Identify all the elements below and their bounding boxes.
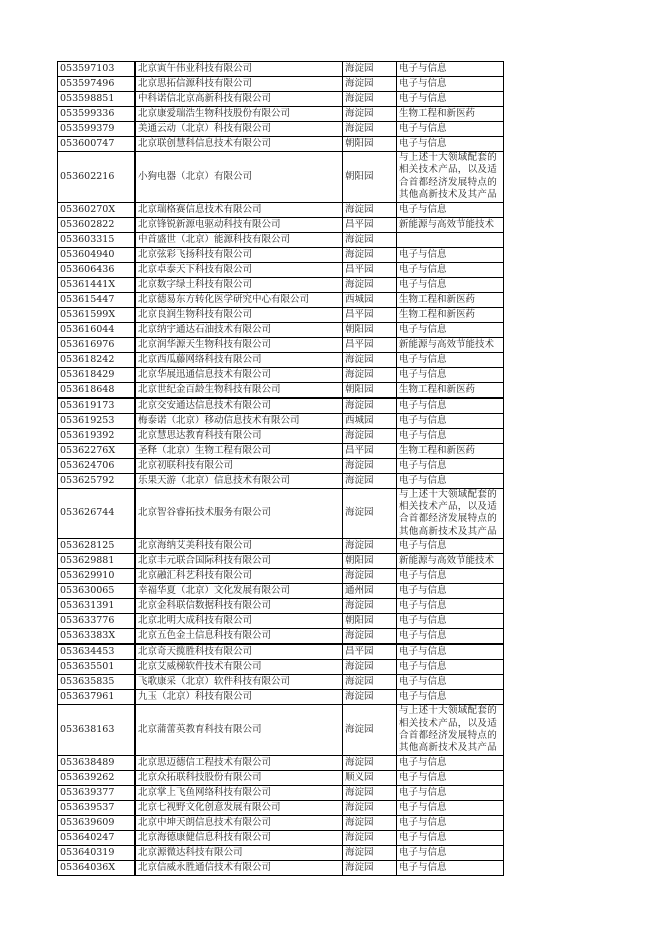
- category-cell: 电子与信息: [397, 660, 504, 675]
- category-cell: 电子与信息: [397, 690, 504, 705]
- company-id-cell: 053618648: [58, 382, 136, 398]
- company-name-cell: 中首盛世（北京）能源科技有限公司: [135, 232, 343, 247]
- company-id-cell: 053631391: [58, 599, 136, 614]
- category-cell: 电子与信息: [397, 614, 504, 629]
- park-cell: 朝阳园: [343, 614, 397, 629]
- park-cell: 海淀园: [343, 539, 397, 554]
- park-cell: 海淀园: [343, 599, 397, 614]
- company-name-cell: 北京世纪金百龄生物科技有限公司: [135, 382, 343, 398]
- company-id-cell: 05364036X: [58, 860, 136, 875]
- company-id-cell: 053626744: [58, 488, 136, 539]
- table-row: [58, 307, 504, 322]
- category-cell: 电子与信息: [397, 860, 504, 875]
- table-row: [58, 845, 504, 860]
- table-row: [58, 690, 504, 705]
- company-name-cell: 北京掌上飞鱼网络科技有限公司: [135, 785, 343, 800]
- table-row: [58, 367, 504, 382]
- company-id-cell: 053639377: [58, 785, 136, 800]
- park-cell: 朝阳园: [343, 322, 397, 337]
- company-name-cell: 九玉（北京）科技有限公司: [135, 690, 343, 705]
- table-row: [58, 644, 504, 660]
- park-cell: 海淀园: [343, 352, 397, 367]
- company-id-cell: 05363383X: [58, 629, 136, 645]
- company-id-cell: 053616976: [58, 337, 136, 352]
- category-cell: 电子与信息: [397, 367, 504, 382]
- table-row: [58, 262, 504, 277]
- company-id-cell: 05361599X: [58, 307, 136, 322]
- company-id-cell: 053599379: [58, 122, 136, 137]
- park-cell: 朝阳园: [343, 152, 397, 203]
- company-id-cell: 053602822: [58, 217, 136, 232]
- park-cell: 海淀园: [343, 690, 397, 705]
- company-name-cell: 北京融汇科艺科技有限公司: [135, 569, 343, 584]
- table-row: [58, 584, 504, 599]
- company-id-cell: 053639609: [58, 815, 136, 830]
- park-cell: 海淀园: [343, 202, 397, 217]
- park-cell: 海淀园: [343, 860, 397, 875]
- park-cell: 海淀园: [343, 755, 397, 770]
- table-row: [58, 202, 504, 217]
- category-cell: 与上述十大领域配套的相关技术产品，以及适合首都经济发展特点的其他高新技术及其产品: [397, 488, 504, 539]
- company-id-cell: 053640247: [58, 830, 136, 845]
- park-cell: 海淀园: [343, 232, 397, 247]
- category-cell: 电子与信息: [397, 398, 504, 414]
- park-cell: 海淀园: [343, 705, 397, 756]
- category-cell: 电子与信息: [397, 277, 504, 292]
- company-name-cell: 北京卓泰天下科技有限公司: [135, 262, 343, 277]
- company-name-cell: 北京五色金土信息科技有限公司: [135, 629, 343, 645]
- park-cell: 通州园: [343, 584, 397, 599]
- table-row: [58, 277, 504, 292]
- company-name-cell: 北京金科联信数据科技有限公司: [135, 599, 343, 614]
- company-id-cell: 053618242: [58, 352, 136, 367]
- table-row: [58, 382, 504, 398]
- company-id-cell: 053629881: [58, 554, 136, 569]
- company-name-cell: 北京丰元联合国际科技有限公司: [135, 554, 343, 569]
- park-cell: 海淀园: [343, 473, 397, 488]
- park-cell: 昌平园: [343, 307, 397, 322]
- company-id-cell: 053629910: [58, 569, 136, 584]
- park-cell: 昌平园: [343, 262, 397, 277]
- company-name-cell: 幸福华夏（北京）文化发展有限公司: [135, 584, 343, 599]
- park-cell: 海淀园: [343, 107, 397, 122]
- company-id-cell: 053635501: [58, 660, 136, 675]
- table-row: [58, 322, 504, 337]
- category-cell: 新能源与高效节能技术: [397, 337, 504, 352]
- table-row: [58, 247, 504, 262]
- category-cell: 电子与信息: [397, 629, 504, 645]
- park-cell: 海淀园: [343, 830, 397, 845]
- park-cell: 海淀园: [343, 675, 397, 690]
- table-row: [58, 660, 504, 675]
- company-name-cell: 北京西瓜藤网络科技有限公司: [135, 352, 343, 367]
- company-id-cell: 053619173: [58, 398, 136, 414]
- park-cell: 昌平园: [343, 337, 397, 352]
- table-row: [58, 232, 504, 247]
- company-name-cell: 北京奇天揽胜科技有限公司: [135, 644, 343, 660]
- table-row: [58, 629, 504, 645]
- park-cell: 昌平园: [343, 443, 397, 458]
- company-name-cell: 北京北明大成科技有限公司: [135, 614, 343, 629]
- company-id-cell: 05361441X: [58, 277, 136, 292]
- table-row: [58, 599, 504, 614]
- category-cell: 电子与信息: [397, 122, 504, 137]
- company-name-cell: 北京锋锐新源电驱动科技有限公司: [135, 217, 343, 232]
- category-cell: 电子与信息: [397, 428, 504, 443]
- company-id-cell: 053633776: [58, 614, 136, 629]
- company-name-cell: 北京蒲蕾英教育科技有限公司: [135, 705, 343, 756]
- company-name-cell: 北京源微达科技有限公司: [135, 845, 343, 860]
- table-row: [58, 815, 504, 830]
- category-cell: 电子与信息: [397, 322, 504, 337]
- park-cell: 海淀园: [343, 122, 397, 137]
- category-cell: 电子与信息: [397, 785, 504, 800]
- table-row: [58, 458, 504, 473]
- category-cell: 电子与信息: [397, 458, 504, 473]
- park-cell: 海淀园: [343, 845, 397, 860]
- table-row: [58, 428, 504, 443]
- table-row: [58, 800, 504, 815]
- company-id-cell: 053606436: [58, 262, 136, 277]
- table-row: [58, 337, 504, 352]
- park-cell: 海淀园: [343, 428, 397, 443]
- table-row: [58, 830, 504, 845]
- park-cell: 海淀园: [343, 488, 397, 539]
- table-row: [58, 413, 504, 428]
- company-name-cell: 北京海纳艾美科技有限公司: [135, 539, 343, 554]
- company-name-cell: 北京德易东方转化医学研究中心有限公司: [135, 292, 343, 307]
- category-cell: 电子与信息: [397, 77, 504, 92]
- table-row: [58, 755, 504, 770]
- company-name-cell: 北京慧思达教育科技有限公司: [135, 428, 343, 443]
- park-cell: 海淀园: [343, 458, 397, 473]
- category-cell: 生物工程和新医药: [397, 443, 504, 458]
- company-name-cell: 北京弦彩飞扬科技有限公司: [135, 247, 343, 262]
- table-row: [58, 152, 504, 203]
- category-cell: 电子与信息: [397, 644, 504, 660]
- category-cell: 电子与信息: [397, 473, 504, 488]
- company-id-cell: 053637961: [58, 690, 136, 705]
- company-name-cell: 北京纳宇通达石油技术有限公司: [135, 322, 343, 337]
- category-cell: 电子与信息: [397, 62, 504, 77]
- park-cell: 昌平园: [343, 217, 397, 232]
- company-name-cell: 梅泰诺（北京）移动信息技术有限公司: [135, 413, 343, 428]
- company-name-cell: 北京海德康健信息科技有限公司: [135, 830, 343, 845]
- table-row: [58, 675, 504, 690]
- category-cell: 电子与信息: [397, 845, 504, 860]
- company-id-cell: 053619392: [58, 428, 136, 443]
- company-id-cell: 05360270X: [58, 202, 136, 217]
- park-cell: 顺义园: [343, 770, 397, 785]
- table-row: [58, 352, 504, 367]
- company-name-cell: 北京思迈德信工程技术有限公司: [135, 755, 343, 770]
- table-row: [58, 398, 504, 414]
- category-cell: 电子与信息: [397, 262, 504, 277]
- table-row: [58, 614, 504, 629]
- table-row: [58, 217, 504, 232]
- category-cell: 电子与信息: [397, 815, 504, 830]
- park-cell: 朝阳园: [343, 382, 397, 398]
- company-name-cell: 中科诺信北京高新科技有限公司: [135, 92, 343, 107]
- company-name-cell: 北京信威永胜通信技术有限公司: [135, 860, 343, 875]
- table-row: [58, 770, 504, 785]
- company-name-cell: 北京中坤天朗信息技术有限公司: [135, 815, 343, 830]
- category-cell: 新能源与高效节能技术: [397, 554, 504, 569]
- company-name-cell: 小狗电器（北京）有限公司: [135, 152, 343, 203]
- category-cell: 电子与信息: [397, 247, 504, 262]
- category-cell: 电子与信息: [397, 569, 504, 584]
- company-id-cell: 053616044: [58, 322, 136, 337]
- category-cell: 生物工程和新医药: [397, 307, 504, 322]
- company-name-cell: 北京寅午伟业科技有限公司: [135, 62, 343, 77]
- table-row: [58, 137, 504, 152]
- park-cell: 海淀园: [343, 62, 397, 77]
- company-id-cell: 053598851: [58, 92, 136, 107]
- park-cell: 海淀园: [343, 92, 397, 107]
- company-name-cell: 北京瑞格赛信息技术有限公司: [135, 202, 343, 217]
- company-name-cell: 北京良润生物科技有限公司: [135, 307, 343, 322]
- category-cell: 电子与信息: [397, 92, 504, 107]
- company-name-cell: 美通云动（北京）科技有限公司: [135, 122, 343, 137]
- table-row: [58, 860, 504, 875]
- table-row: [58, 292, 504, 307]
- park-cell: 海淀园: [343, 569, 397, 584]
- company-id-cell: 053619253: [58, 413, 136, 428]
- company-table: [57, 61, 504, 876]
- company-id-cell: 053638163: [58, 705, 136, 756]
- park-cell: 海淀园: [343, 247, 397, 262]
- table-row: [58, 443, 504, 458]
- company-id-cell: 053628125: [58, 539, 136, 554]
- park-cell: 海淀园: [343, 277, 397, 292]
- company-id-cell: 053603315: [58, 232, 136, 247]
- company-name-cell: 北京智谷睿拓技术服务有限公司: [135, 488, 343, 539]
- company-name-cell: 乐果天游（北京）信息技术有限公司: [135, 473, 343, 488]
- company-name-cell: 圣释（北京）生物工程有限公司: [135, 443, 343, 458]
- company-id-cell: 053602216: [58, 152, 136, 203]
- table-row: [58, 473, 504, 488]
- company-name-cell: 北京联创慧科信息技术有限公司: [135, 137, 343, 152]
- category-cell: 电子与信息: [397, 830, 504, 845]
- company-name-cell: 北京众拓联科技股份有限公司: [135, 770, 343, 785]
- company-id-cell: 053597496: [58, 77, 136, 92]
- company-name-cell: 北京华展迅通信息技术有限公司: [135, 367, 343, 382]
- park-cell: 昌平园: [343, 644, 397, 660]
- company-id-cell: 053615447: [58, 292, 136, 307]
- park-cell: 朝阳园: [343, 554, 397, 569]
- park-cell: 海淀园: [343, 785, 397, 800]
- company-name-cell: 飞歌康采（北京）软件科技有限公司: [135, 675, 343, 690]
- company-name-cell: 北京初联科技有限公司: [135, 458, 343, 473]
- category-cell: 电子与信息: [397, 599, 504, 614]
- company-name-cell: 北京数字绿土科技有限公司: [135, 277, 343, 292]
- table-row: [58, 107, 504, 122]
- company-name-cell: 北京康爱瑞浩生物科技股份有限公司: [135, 107, 343, 122]
- company-id-cell: 053639537: [58, 800, 136, 815]
- company-id-cell: 053604940: [58, 247, 136, 262]
- company-id-cell: 053600747: [58, 137, 136, 152]
- category-cell: 电子与信息: [397, 352, 504, 367]
- table-row: [58, 539, 504, 554]
- company-name-cell: 北京七视野文化创意发展有限公司: [135, 800, 343, 815]
- category-cell: 电子与信息: [397, 675, 504, 690]
- park-cell: 海淀园: [343, 629, 397, 645]
- company-id-cell: 053634453: [58, 644, 136, 660]
- category-cell: 生物工程和新医药: [397, 382, 504, 398]
- table-row: [58, 62, 504, 77]
- category-cell: 电子与信息: [397, 755, 504, 770]
- category-cell: 电子与信息: [397, 202, 504, 217]
- category-cell: 与上述十大领域配套的相关技术产品，以及适合首都经济发展特点的其他高新技术及其产品: [397, 152, 504, 203]
- category-cell: 电子与信息: [397, 800, 504, 815]
- table-row: [58, 92, 504, 107]
- park-cell: 海淀园: [343, 77, 397, 92]
- company-id-cell: 053624706: [58, 458, 136, 473]
- company-id-cell: 05362276X: [58, 443, 136, 458]
- company-id-cell: 053618429: [58, 367, 136, 382]
- company-id-cell: 053639262: [58, 770, 136, 785]
- category-cell: [397, 232, 504, 247]
- company-id-cell: 053638489: [58, 755, 136, 770]
- table-row: [58, 122, 504, 137]
- park-cell: 西城园: [343, 292, 397, 307]
- company-id-cell: 053630065: [58, 584, 136, 599]
- category-cell: 电子与信息: [397, 539, 504, 554]
- table-row: [58, 554, 504, 569]
- category-cell: 电子与信息: [397, 770, 504, 785]
- category-cell: 生物工程和新医药: [397, 107, 504, 122]
- company-name-cell: 北京艾威梯软件技术有限公司: [135, 660, 343, 675]
- company-name-cell: 北京思拓信源科技有限公司: [135, 77, 343, 92]
- category-cell: 与上述十大领域配套的相关技术产品，以及适合首都经济发展特点的其他高新技术及其产品: [397, 705, 504, 756]
- company-id-cell: 053597103: [58, 62, 136, 77]
- company-id-cell: 053635835: [58, 675, 136, 690]
- category-cell: 电子与信息: [397, 413, 504, 428]
- category-cell: 新能源与高效节能技术: [397, 217, 504, 232]
- table-row: [58, 488, 504, 539]
- park-cell: 海淀园: [343, 815, 397, 830]
- company-name-cell: 北京润华源天生物科技有限公司: [135, 337, 343, 352]
- park-cell: 海淀园: [343, 398, 397, 414]
- park-cell: 海淀园: [343, 660, 397, 675]
- company-table-body: [58, 62, 504, 876]
- category-cell: 电子与信息: [397, 137, 504, 152]
- park-cell: 海淀园: [343, 367, 397, 382]
- table-row: [58, 705, 504, 756]
- category-cell: 生物工程和新医药: [397, 292, 504, 307]
- company-name-cell: 北京交安通达信息技术有限公司: [135, 398, 343, 414]
- company-id-cell: 053640319: [58, 845, 136, 860]
- park-cell: 朝阳园: [343, 137, 397, 152]
- company-id-cell: 053625792: [58, 473, 136, 488]
- park-cell: 西城园: [343, 413, 397, 428]
- category-cell: 电子与信息: [397, 584, 504, 599]
- table-row: [58, 569, 504, 584]
- park-cell: 海淀园: [343, 800, 397, 815]
- company-id-cell: 053599336: [58, 107, 136, 122]
- table-row: [58, 785, 504, 800]
- table-row: [58, 77, 504, 92]
